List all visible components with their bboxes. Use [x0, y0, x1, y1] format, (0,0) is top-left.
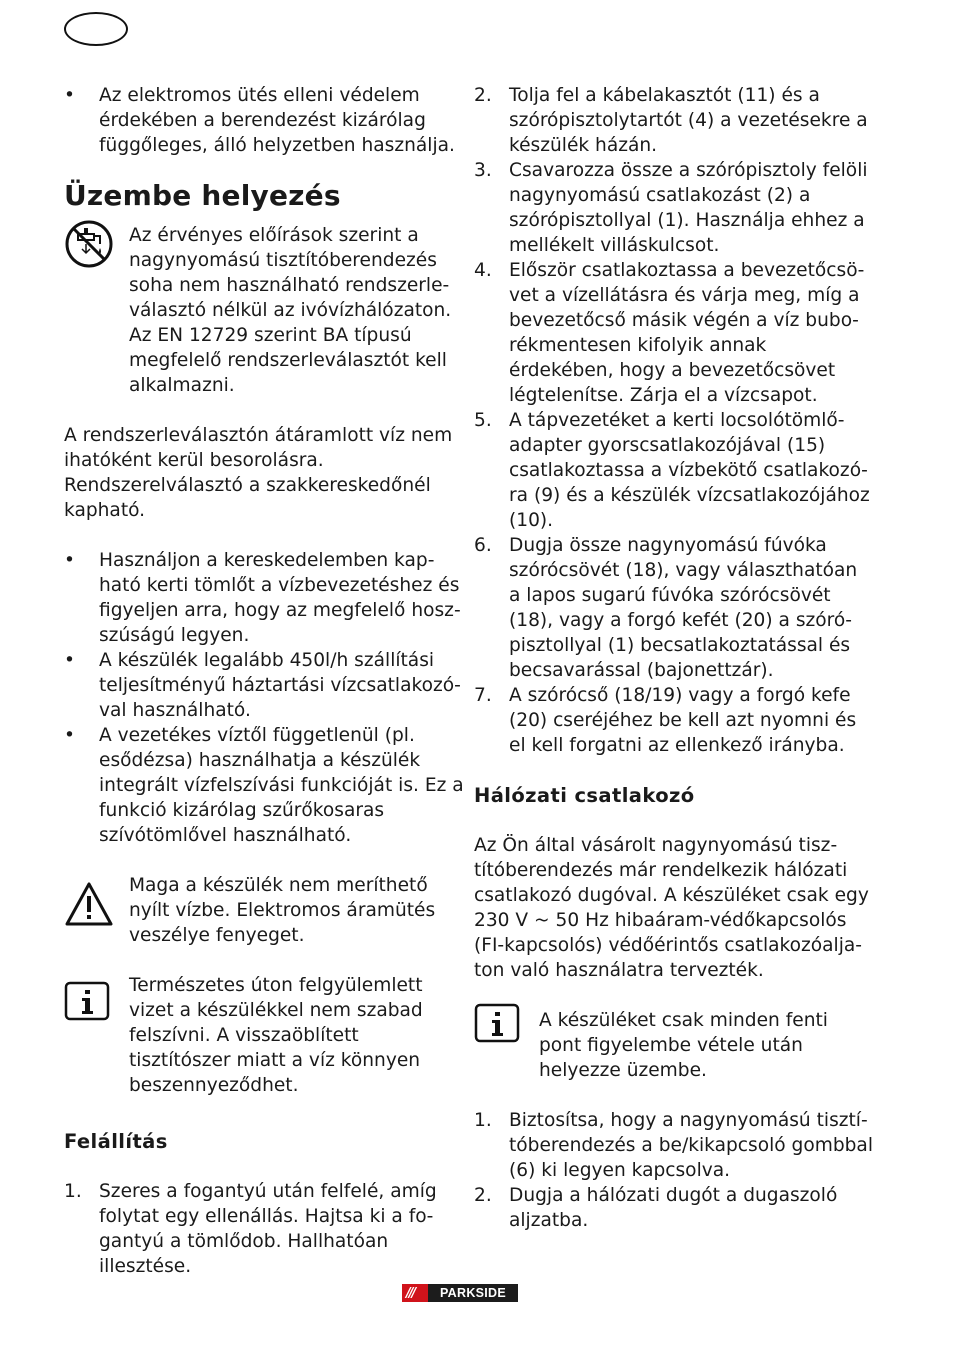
setup-steps-list-continued	[474, 83, 874, 758]
intro-bullet-list	[64, 83, 464, 158]
list-item: 2. Dugja a hálózati dugót a dugaszoló aljzatba.	[474, 1185, 838, 1231]
list-item: 7. A szórócső (18/19) vagy a forgó kefe (20) cseréjéhez be kell azt nyomni és el kell forgatni az ellenkező irányba.	[474, 685, 857, 756]
requirements-list	[64, 548, 464, 848]
list-item: • A vezetékes víztől függetlenül (pl. esődézsa) használhatja a készülék integrált vízfelszívási funkcióját is. Ez a funkció kizárólag szűrőkosaras szívótömlővel használható.	[64, 725, 464, 846]
list-item: • Az elektromos ütés elleni védelem érdekében a berendezést kizárólag függőleges, álló helyzetben használja.	[64, 85, 455, 156]
note-text: Természetes úton felgyülemlett vizet a készülékkel nem szabad felszívni. A visszaöblített tisztítószer miatt a víz könnyen beszennyeződhet.	[129, 975, 423, 1096]
list-item: 1. Szeres a fogantyú után felfelé, amíg folytat egy ellenállás. Hajtsa ki a fogantyú a tömlődob. Hallhatóan illesztése.	[64, 1181, 437, 1277]
logo-slashes: ///	[406, 1285, 415, 1301]
paragraph: Az Ön által vásárolt nagynyomású tisztítóberendezés már rendelkezik hálózati csatlakozó dugóval. A készüléket csak egy 230 V ~ 50 Hz hibaáram-védőkapcsolós (FI-kapcsolós) védőérintős csatlakozóaljaton való használatra tervezték.	[474, 835, 869, 981]
no-drinking-water-note	[64, 223, 464, 398]
list-item: 5. A tápvezetéket a kerti locsolótömlőadapter gyorscsatlakozójával (15) csatlakoztassa a vízbekötő csatlakozóra (9) és a készülék vízcsatlakozójához (10).	[474, 410, 870, 531]
info-note	[64, 973, 464, 1098]
paragraph: A rendszerleválasztón átáramlott víz nem ihatóként kerül besorolásra. Rendszerelválasztó a szakkereskedőnél kapható.	[64, 425, 453, 521]
note-text: Maga a készülék nem meríthető nyílt vízbe. Elektromos áramütés veszélye fenyeget.	[129, 875, 436, 946]
list-item: 1. Biztosítsa, hogy a nagynyomású tisztítóberendezés a be/kikapcsoló gombbal (6) ki legyen kapcsolva.	[474, 1110, 873, 1181]
subheading-mains: Hálózati csatlakozó	[474, 784, 695, 807]
list-item: • A készülék legalább 450l/h szállítási teljesítményű háztartási vízcsatlakozóval használható.	[64, 650, 461, 721]
info-icon	[64, 981, 110, 1028]
list-item: 2. Tolja fel a kábelakasztót (11) és a szórópisztolytartót (4) a vezetésekre a készülék házán.	[474, 85, 868, 156]
list-item: 3. Csavarozza össze a szórópisztoly felöli nagynyomású csatlakozást (2) a szórópisztollyal (1). Használja ehhez a mellékelt villáskulcsot.	[474, 160, 868, 256]
list-item: • Használjon a kereskedelemben kapható kerti tömlőt a vízbevezetéshez és figyeljen arra, hogy az megfelelő hoszszúságú legyen.	[64, 550, 461, 646]
left-column	[64, 83, 464, 1279]
warning-triangle-icon	[64, 881, 114, 934]
no-tap-water-icon	[64, 219, 114, 276]
subheading-setup: Felállítás	[64, 1130, 168, 1153]
section-title: Üzembe helyezés	[64, 179, 341, 212]
logo-text: PARKSIDE	[428, 1284, 518, 1302]
right-column	[474, 83, 874, 1233]
setup-steps-list	[64, 1179, 464, 1279]
note-text: Az érvényes előírások szerint a nagynyomású tisztítóberendezés soha nem használható rendszerleválasztó nélkül az ivóvízhálózaton. Az EN 12729 szerint BA típusú megfelelő rendszerleválasztót kell alkalmazni.	[129, 225, 452, 396]
list-item: 6. Dugja össze nagynyomású fúvóka szórócsövét (18), vagy választhatóan a lapos sugarú fúvóka szórócsövét (18), vagy a forgó kefét (20) a szórópisztollyal (1) becsatlakoztatással és becsavarással (bajonettzár).	[474, 535, 858, 681]
language-badge	[64, 12, 128, 46]
info-note	[474, 1008, 874, 1083]
note-text: A készüléket csak minden fenti pont figyelembe vétele után helyezze üzembe.	[539, 1010, 828, 1081]
list-item: 4. Először csatlakoztassa a bevezetőcsövet a vízellátásra és várja meg, míg a bevezetőcső másik végén a víz buborékmentesen kifolyik annak érdekében, hogy a bevezetőcsövet légtelenítse. Zárja el a vízcsapot.	[474, 260, 865, 406]
info-icon	[474, 1003, 520, 1050]
mains-steps-list	[474, 1108, 874, 1233]
warning-note	[64, 873, 464, 948]
parkside-logo	[402, 1284, 518, 1302]
